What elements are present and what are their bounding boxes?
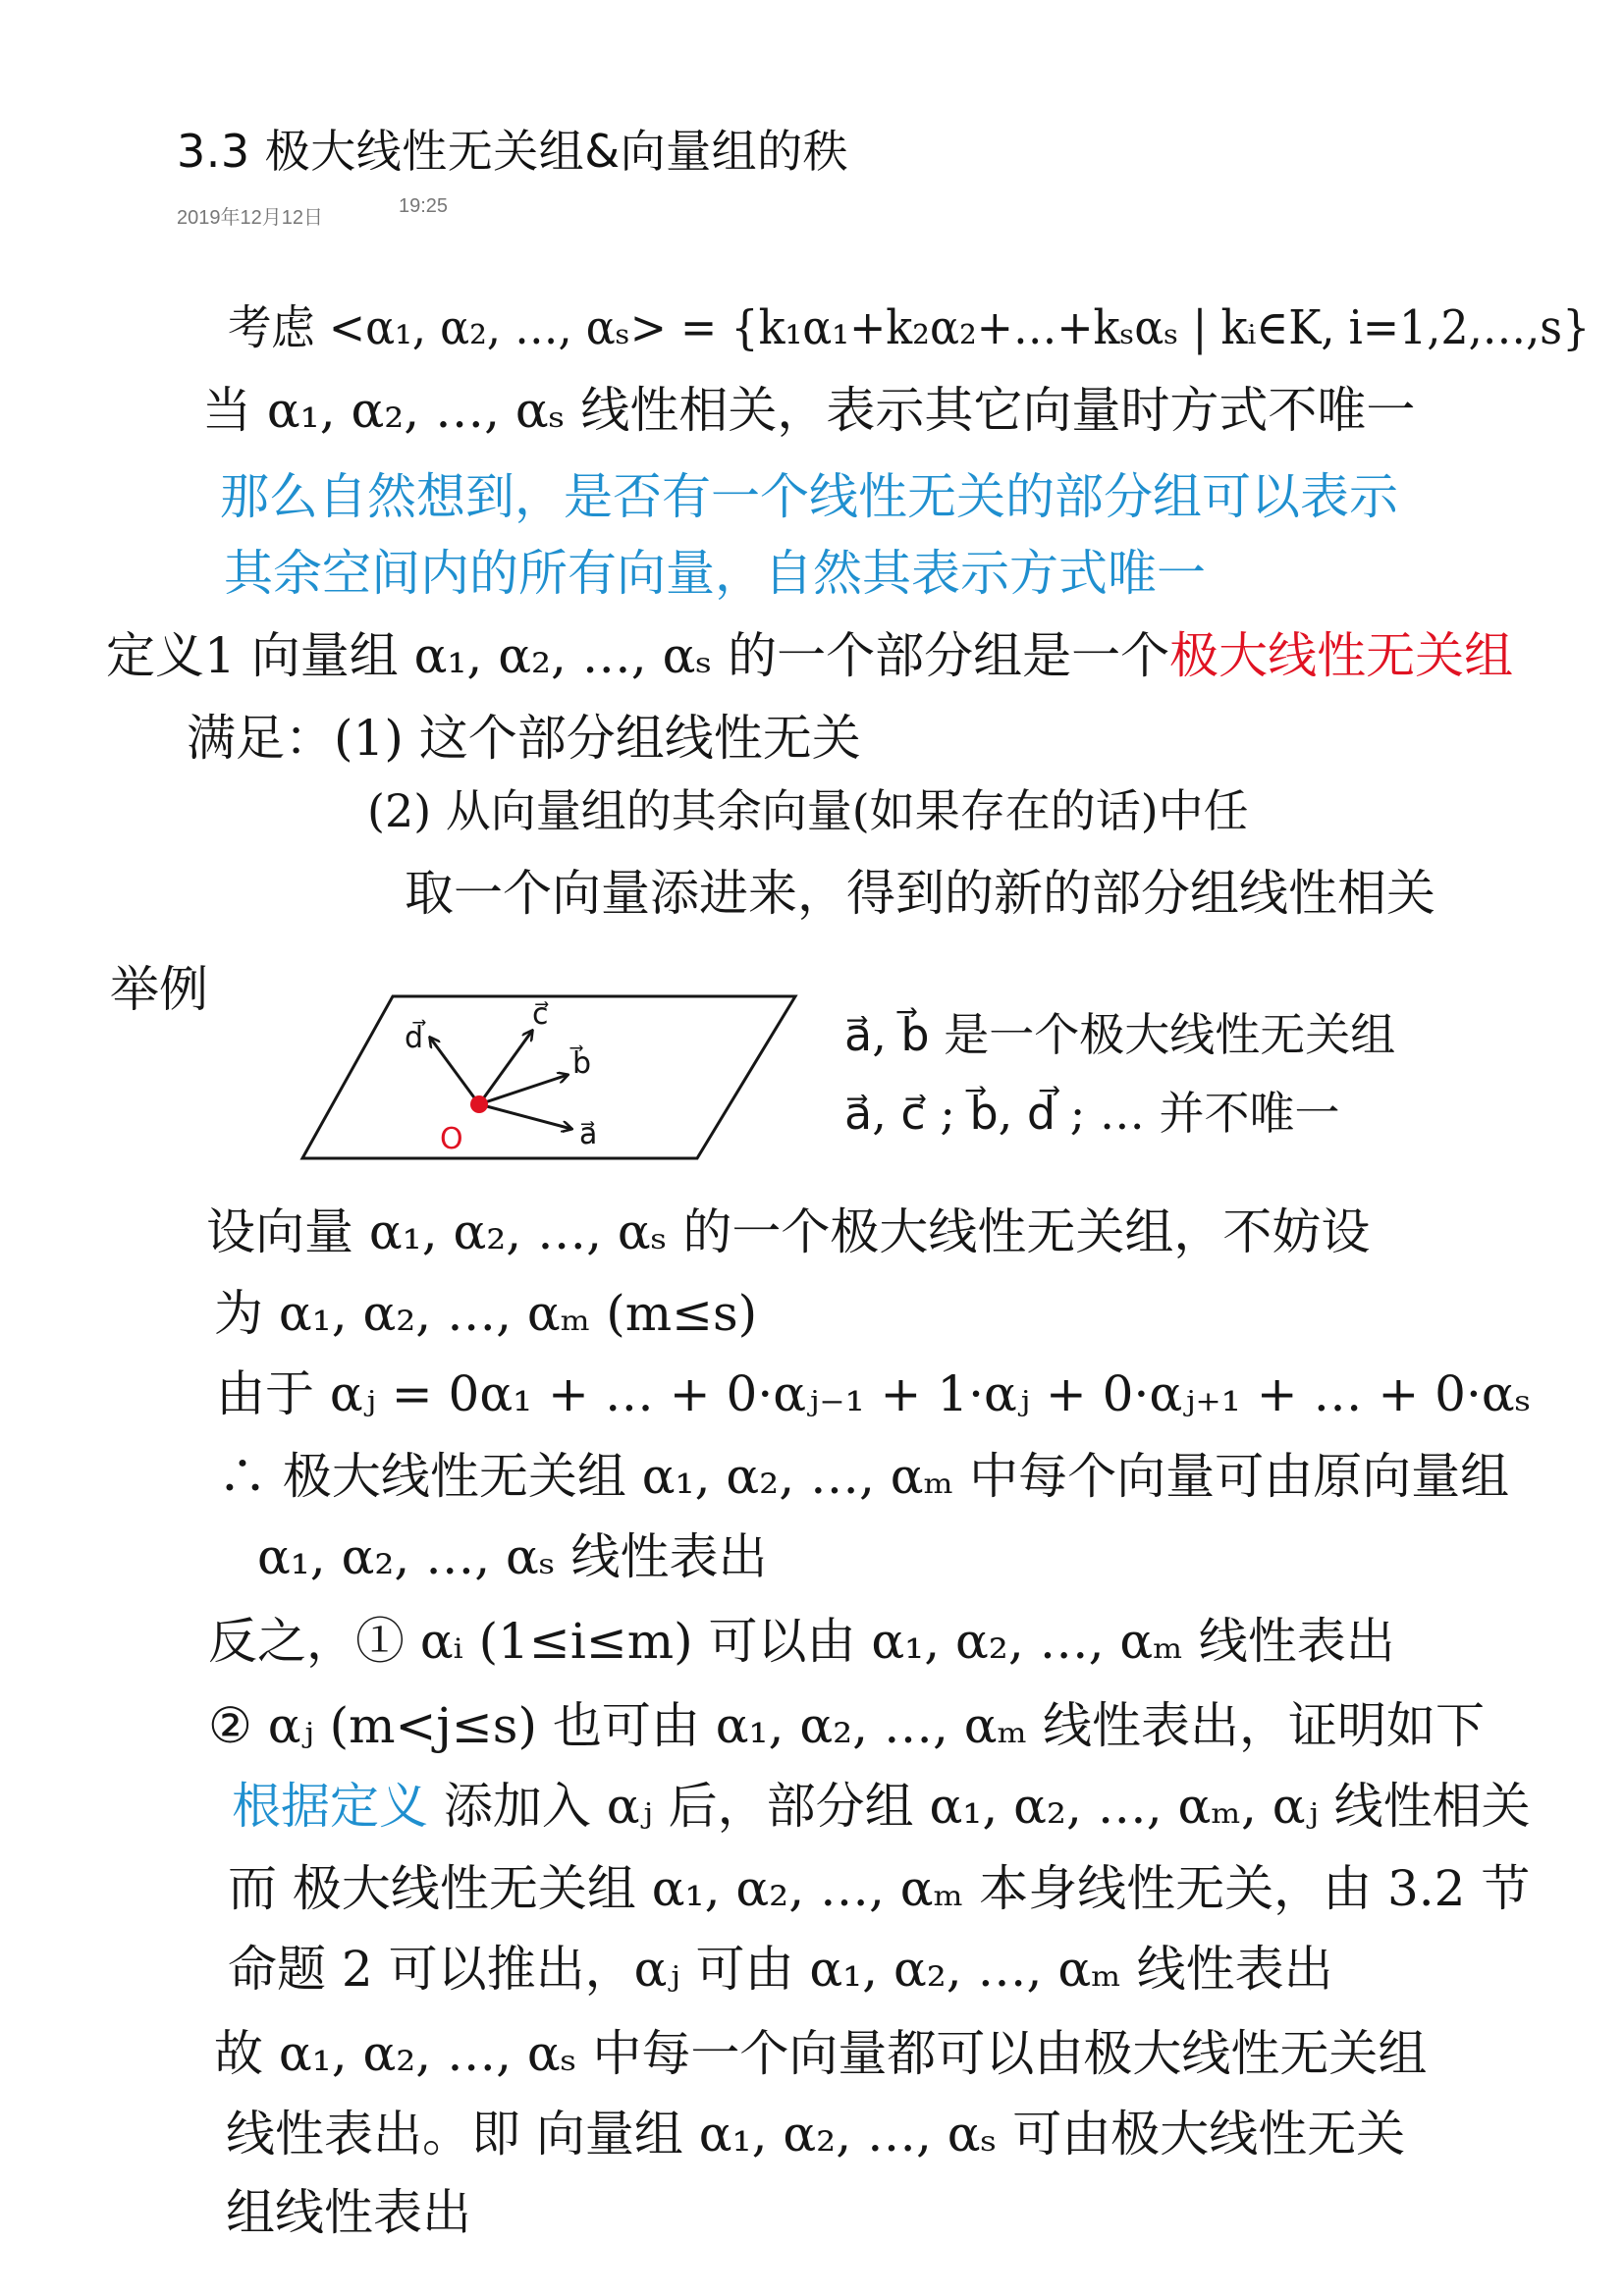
line-converse-1: 反之，① αᵢ (1≤i≤m) 可以由 α₁, α₂, …, αₘ 线性表出 bbox=[208, 1613, 1395, 1670]
line-therefore-1: ∴ 极大线性无关组 α₁, α₂, …, αₘ 中每个向量可由原向量组 bbox=[218, 1448, 1510, 1505]
parallelogram-diagram bbox=[295, 977, 805, 1183]
label-a: a⃗ bbox=[579, 1117, 598, 1151]
vector-c-arrow bbox=[479, 1031, 532, 1104]
line-blue-1: 那么自然想到，是否有一个线性无关的部分组可以表示 bbox=[220, 468, 1398, 525]
line-example: 举例 bbox=[110, 961, 208, 1018]
by-definition-text: 添加入 αⱼ 后，部分组 α₁, α₂, …, αₘ, αⱼ 线性相关 bbox=[428, 1778, 1531, 1835]
line-hence-1: 故 α₁, α₂, …, αₛ 中每一个向量都可以由极大线性无关组 bbox=[214, 2025, 1428, 2082]
label-origin: O bbox=[440, 1122, 463, 1156]
plane-parallelogram bbox=[302, 996, 795, 1158]
line-definition bbox=[106, 616, 1513, 687]
page-title: 3.3 极大线性无关组&向量组的秩 bbox=[177, 125, 849, 178]
vector-a-arrow bbox=[479, 1104, 571, 1129]
line-satisfy: 满足：(1) 这个部分组线性无关 bbox=[187, 710, 861, 767]
example-line-2: a⃗, c⃗ ; b⃗, d⃗ ; … 并不唯一 bbox=[844, 1087, 1340, 1140]
vector-figure bbox=[295, 977, 805, 1183]
label-d: d⃗ bbox=[405, 1021, 424, 1055]
line-condition-2b: 取一个向量添进来，得到的新的部分组线性相关 bbox=[405, 865, 1435, 922]
example-line-1: a⃗, b⃗ 是一个极大线性无关组 bbox=[844, 1008, 1396, 1061]
line-hence-3: 组线性表出 bbox=[226, 2184, 471, 2241]
origin-point bbox=[470, 1095, 488, 1113]
line-condition-2a: (2) 从向量组的其余向量(如果存在的话)中任 bbox=[367, 784, 1249, 837]
line-and-1: 而 极大线性无关组 α₁, α₂, …, αₘ 本身线性无关，由 3.2 节 bbox=[228, 1860, 1531, 1917]
line-converse-2: ② αⱼ (m<j≤s) 也可由 α₁, α₂, …, αₘ 线性表出，证明如下 bbox=[208, 1697, 1486, 1754]
label-b: b⃗ bbox=[572, 1046, 592, 1081]
definition-highlight: 极大线性无关组 bbox=[1169, 627, 1514, 684]
line-blue-2: 其余空间内的所有向量，自然其表示方式唯一 bbox=[224, 545, 1206, 602]
line-therefore-2: α₁, α₂, …, αₛ 线性表出 bbox=[257, 1528, 768, 1585]
line-hence-2: 线性表出。即 向量组 α₁, α₂, …, αₛ 可由极大线性无关 bbox=[226, 2106, 1406, 2163]
by-definition-highlight: 根据定义 bbox=[232, 1778, 428, 1835]
note-date: 2019年12月12日 bbox=[177, 207, 323, 229]
line-since: 由于 αⱼ = 0α₁ + … + 0·αⱼ₋₁ + 1·αⱼ + 0·αⱼ₊₁ + … + 0·αₛ bbox=[216, 1365, 1532, 1422]
line-and-2: 命题 2 可以推出，αⱼ 可由 α₁, α₂, …, αₘ 线性表出 bbox=[228, 1941, 1333, 1998]
label-c: c⃗ bbox=[532, 997, 549, 1032]
vector-b-arrow bbox=[479, 1075, 568, 1104]
line-when-dependent: 当 α₁, α₂, …, αₛ 线性相关，表示其它向量时方式不唯一 bbox=[202, 382, 1416, 439]
note-time: 19:25 bbox=[399, 195, 449, 217]
line-consider: 考虑 <α₁, α₂, …, αₛ> = {k₁α₁+k₂α₂+…+kₛαₛ | kᵢ∈K, i=1,2,…,s} bbox=[228, 300, 1591, 355]
vector-d-arrow bbox=[430, 1038, 479, 1104]
line-set-2: 为 α₁, α₂, …, αₘ (m≤s) bbox=[214, 1285, 758, 1342]
line-by-definition bbox=[232, 1767, 1531, 1838]
line-set-1: 设向量 α₁, α₂, …, αₛ 的一个极大线性无关组，不妨设 bbox=[206, 1203, 1371, 1260]
definition-text: 定义1 向量组 α₁, α₂, …, αₛ 的一个部分组是一个 bbox=[106, 627, 1170, 684]
